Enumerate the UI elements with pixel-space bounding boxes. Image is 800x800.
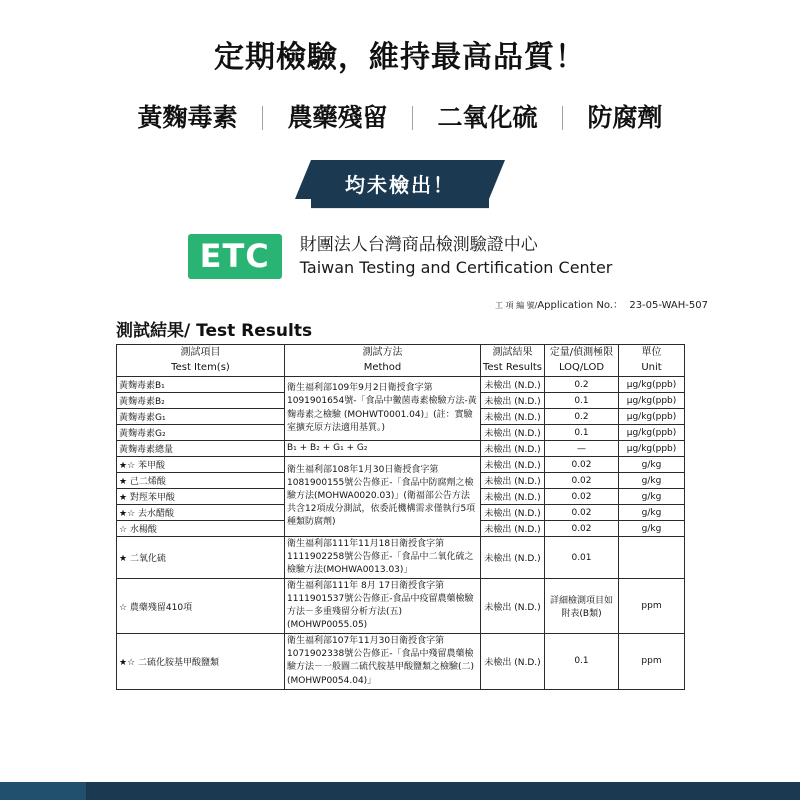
cell-result: 未檢出 (N.D.) [481, 505, 545, 521]
category-item-2: 二氧化硫 [437, 103, 538, 132]
cell-method: 衛生福利部111年 8月 17日衛授食字第1111901537號公告修正-食品中疫留農藥檢驗方法－多重殘留分析方法(五)(MOHWP0055.05) [285, 579, 481, 634]
cell-item: ★ 二氧化硫 [117, 537, 285, 579]
cell-unit: g/kg [619, 505, 685, 521]
cell-method: 衛生福利部108年1月30日衛授食字第1081900155號公告修正-「食品中防腐劑之檢驗方法(MOHWA0020.03)」(衛福部公告方法共含12項成分測試，依委託機構需求僅執行5項種類防腐劑) [285, 457, 481, 537]
cell-method: 衛生福利部111年11月18日衛授食字第1111902258號公告修正-「食品中二氧化硫之檢驗方法(MOHWA0013.03)」 [285, 537, 481, 579]
cell-lod: 0.1 [545, 425, 619, 441]
cell-lod: 0.2 [545, 377, 619, 393]
ribbon-banner [0, 160, 800, 208]
th-test-item-cn: 測試項目 [180, 347, 221, 358]
results-table-wrapper [116, 344, 684, 690]
cell-lod: 0.02 [545, 505, 619, 521]
cell-item: 黃麴毒素B₁ [117, 377, 285, 393]
cell-unit: μg/kg(ppb) [619, 377, 685, 393]
page-title: 定期檢驗，維持最高品質！ [214, 40, 586, 75]
category-list [0, 98, 800, 134]
lab-name-en: Taiwan Testing and Certification Center [299, 258, 613, 278]
cell-unit [619, 537, 685, 579]
lab-name-cn: 財團法人台灣商品檢測驗證中心 [299, 235, 538, 256]
cell-unit: g/kg [619, 489, 685, 505]
th-results-en: Test Results [483, 361, 542, 373]
category-separator-2: ｜ [550, 104, 575, 133]
cell-result: 未檢出 (N.D.) [481, 441, 545, 457]
th-test-item-en: Test Item(s) [171, 361, 230, 373]
th-lod-en: LOQ/LOD [558, 361, 605, 373]
etc-logo: ETC [188, 234, 282, 279]
cell-item: 黃麴毒素總量 [117, 441, 285, 457]
cell-item: 黃麴毒素B₂ [117, 393, 285, 409]
application-number-value: 23-05-WAH-507 [629, 300, 708, 311]
cell-unit: ppm [619, 634, 685, 689]
table-row [117, 579, 685, 634]
th-lod [545, 345, 619, 377]
category-separator-1: ｜ [400, 104, 425, 133]
results-table [116, 344, 685, 690]
cell-lod: 0.01 [545, 537, 619, 579]
cell-lod: 詳細檢測項目如附表(B類) [545, 579, 619, 634]
th-lod-cn: 定量/偵測極限 [549, 347, 614, 358]
cell-result: 未檢出 (N.D.) [481, 634, 545, 689]
th-results-cn: 測試結果 [492, 347, 533, 358]
cell-lod: 0.1 [545, 393, 619, 409]
cell-item: ★ 己二烯酸 [117, 473, 285, 489]
cell-item: ☆ 水楊酸 [117, 521, 285, 537]
cell-result: 未檢出 (N.D.) [481, 377, 545, 393]
cell-result: 未檢出 (N.D.) [481, 473, 545, 489]
table-header-row [117, 345, 685, 377]
cell-unit: μg/kg(ppb) [619, 393, 685, 409]
cell-lod: — [545, 441, 619, 457]
cell-unit: ppm [619, 579, 685, 634]
th-unit [619, 345, 685, 377]
application-label-cn: 工 項 編 號/ [494, 301, 538, 310]
ribbon-label: 均未檢出！ [311, 160, 489, 208]
cell-lod: 0.02 [545, 473, 619, 489]
th-unit-cn: 單位 [641, 347, 662, 358]
cell-result: 未檢出 (N.D.) [481, 579, 545, 634]
cell-unit: μg/kg(ppb) [619, 441, 685, 457]
cell-item: 黃麴毒素G₁ [117, 409, 285, 425]
cell-unit: g/kg [619, 473, 685, 489]
cell-item: 黃麴毒素G₂ [117, 425, 285, 441]
category-item-0: 黃麴毒素 [137, 103, 238, 132]
cell-method: 衛生福利部107年11月30日衛授食字第1071902338號公告修正-「食品中殘留農藥檢驗方法－一般圖二硫代胺基甲酸鹽類之檢驗(二)(MOHWP0054.04)」 [285, 634, 481, 689]
table-row [117, 441, 685, 457]
cell-result: 未檢出 (N.D.) [481, 521, 545, 537]
lab-identity [0, 234, 800, 279]
cell-item: ★☆ 二硫化胺基甲酸鹽類 [117, 634, 285, 689]
cell-result: 未檢出 (N.D.) [481, 537, 545, 579]
footer-bar [0, 782, 800, 800]
results-table-body [117, 377, 685, 690]
table-row [117, 537, 685, 579]
table-row [117, 377, 685, 393]
cell-lod: 0.02 [545, 489, 619, 505]
cell-lod: 0.1 [545, 634, 619, 689]
cell-result: 未檢出 (N.D.) [481, 457, 545, 473]
cell-method: B₁ + B₂ + G₁ + G₂ [285, 441, 481, 457]
table-row [117, 457, 685, 473]
cell-lod: 0.02 [545, 521, 619, 537]
cell-item: ★☆ 苯甲酸 [117, 457, 285, 473]
category-item-1: 農藥殘留 [287, 103, 388, 132]
table-row [117, 634, 685, 689]
cell-unit: μg/kg(ppb) [619, 425, 685, 441]
th-method-cn: 測試方法 [362, 347, 403, 358]
footer-accent [0, 782, 86, 800]
th-method [285, 345, 481, 377]
th-method-en: Method [363, 361, 402, 373]
cell-result: 未檢出 (N.D.) [481, 409, 545, 425]
cell-lod: 0.02 [545, 457, 619, 473]
cell-item: ★ 對羥苯甲酸 [117, 489, 285, 505]
cell-unit: μg/kg(ppb) [619, 409, 685, 425]
category-separator-0: ｜ [250, 104, 275, 133]
application-label-en: Application No.： [537, 300, 623, 311]
cell-result: 未檢出 (N.D.) [481, 393, 545, 409]
cell-method: 衛生福利部109年9月2日衛授食字第1091901654號-「食品中黴菌毒素檢驗方法-黃麴毒素之檢驗 (MOHWT0001.04)」(註：實驗室擴充原方法適用基質。) [285, 377, 481, 441]
cell-result: 未檢出 (N.D.) [481, 489, 545, 505]
cell-result: 未檢出 (N.D.) [481, 425, 545, 441]
category-item-3: 防腐劑 [587, 103, 663, 132]
section-title: 測試結果/ Test Results [116, 321, 313, 341]
cell-lod: 0.2 [545, 409, 619, 425]
application-number [495, 296, 708, 311]
cell-item: ★☆ 去水醋酸 [117, 505, 285, 521]
th-results [481, 345, 545, 377]
lab-name-block [300, 234, 613, 279]
cell-item: ☆ 農藥殘留410項 [117, 579, 285, 634]
cell-unit: g/kg [619, 457, 685, 473]
th-unit-en: Unit [641, 361, 662, 373]
th-test-item [117, 345, 285, 377]
cell-unit: g/kg [619, 521, 685, 537]
